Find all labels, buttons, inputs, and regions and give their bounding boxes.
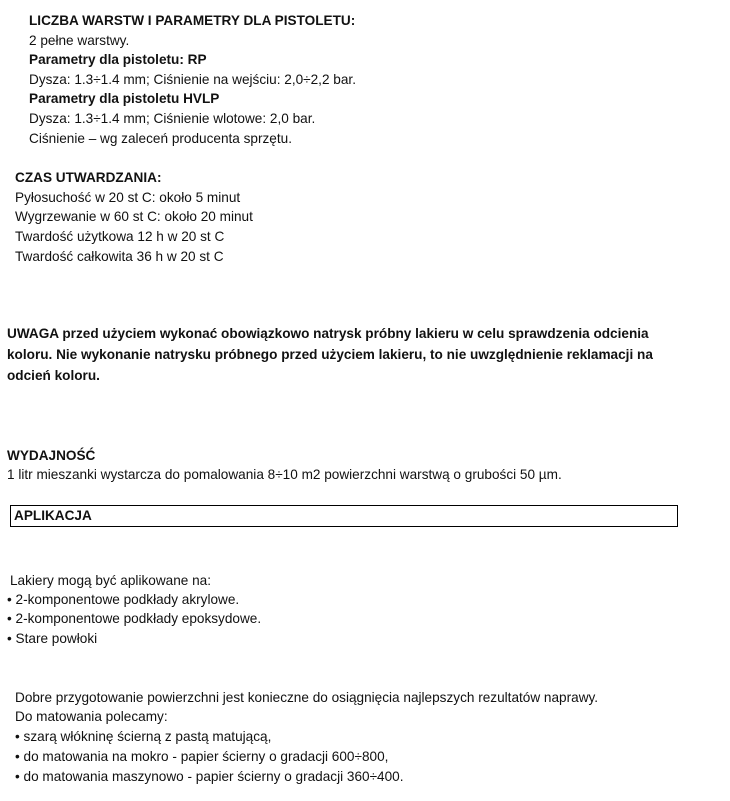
pressure-note: Ciśnienie – wg zaleceń producenta sprzętu. bbox=[29, 131, 292, 146]
rp-params: Dysza: 1.3÷1.4 mm; Ciśnienie na wejściu: 2,0÷2,2 bar. bbox=[29, 72, 356, 87]
application-heading-box bbox=[10, 505, 678, 527]
matting-item: • do matowania na mokro - papier ścierny o gradacji 600÷800, bbox=[15, 749, 389, 764]
application-intro: Lakiery mogą być aplikowane na: bbox=[10, 573, 211, 588]
layers-count: 2 pełne warstwy. bbox=[29, 33, 130, 48]
curing-line: Pyłosuchość w 20 st C: około 5 minut bbox=[15, 190, 241, 205]
application-item: • Stare powłoki bbox=[7, 631, 98, 646]
hvlp-params: Dysza: 1.3÷1.4 mm; Ciśnienie wlotowe: 2,0 bar. bbox=[29, 111, 316, 126]
curing-line: Twardość użytkowa 12 h w 20 st C bbox=[15, 229, 225, 244]
yield-heading: WYDAJNOŚĆ bbox=[7, 448, 96, 463]
curing-heading: CZAS UTWARDZANIA: bbox=[15, 170, 162, 185]
prep-text: Dobre przygotowanie powierzchni jest konieczne do osiągnięcia najlepszych rezultatów naprawy. bbox=[15, 690, 599, 705]
application-item: • 2-komponentowe podkłady epoksydowe. bbox=[7, 611, 262, 626]
warning-paragraph: UWAGA przed użyciem wykonać obowiązkowo natrysk próbny lakieru w celu sprawdzenia odcienia koloru. Nie wykonanie natrysku próbnego przed użyciem lakieru, to nie uwzględnienie reklamacji na odcień koloru. bbox=[7, 326, 653, 383]
application-item: • 2-komponentowe podkłady akrylowe. bbox=[7, 592, 240, 607]
matting-item: • do matowania maszynowo - papier ścierny o gradacji 360÷400. bbox=[15, 769, 404, 784]
hvlp-heading: Parametry dla pistoletu HVLP bbox=[29, 91, 220, 106]
application-heading: APLIKACJA bbox=[14, 508, 92, 523]
matting-item: • szarą włókninę ścierną z pastą matującą, bbox=[15, 729, 272, 744]
rp-heading: Parametry dla pistoletu: RP bbox=[29, 52, 207, 67]
curing-line: Twardość całkowita 36 h w 20 st C bbox=[15, 249, 224, 264]
curing-line: Wygrzewanie w 60 st C: około 20 minut bbox=[15, 209, 253, 224]
layers-heading: LICZBA WARSTW I PARAMETRY DLA PISTOLETU: bbox=[29, 13, 356, 28]
matting-intro: Do matowania polecamy: bbox=[15, 709, 168, 724]
yield-text: 1 litr mieszanki wystarcza do pomalowania 8÷10 m2 powierzchni warstwą o grubości 50 µm. bbox=[7, 467, 562, 482]
